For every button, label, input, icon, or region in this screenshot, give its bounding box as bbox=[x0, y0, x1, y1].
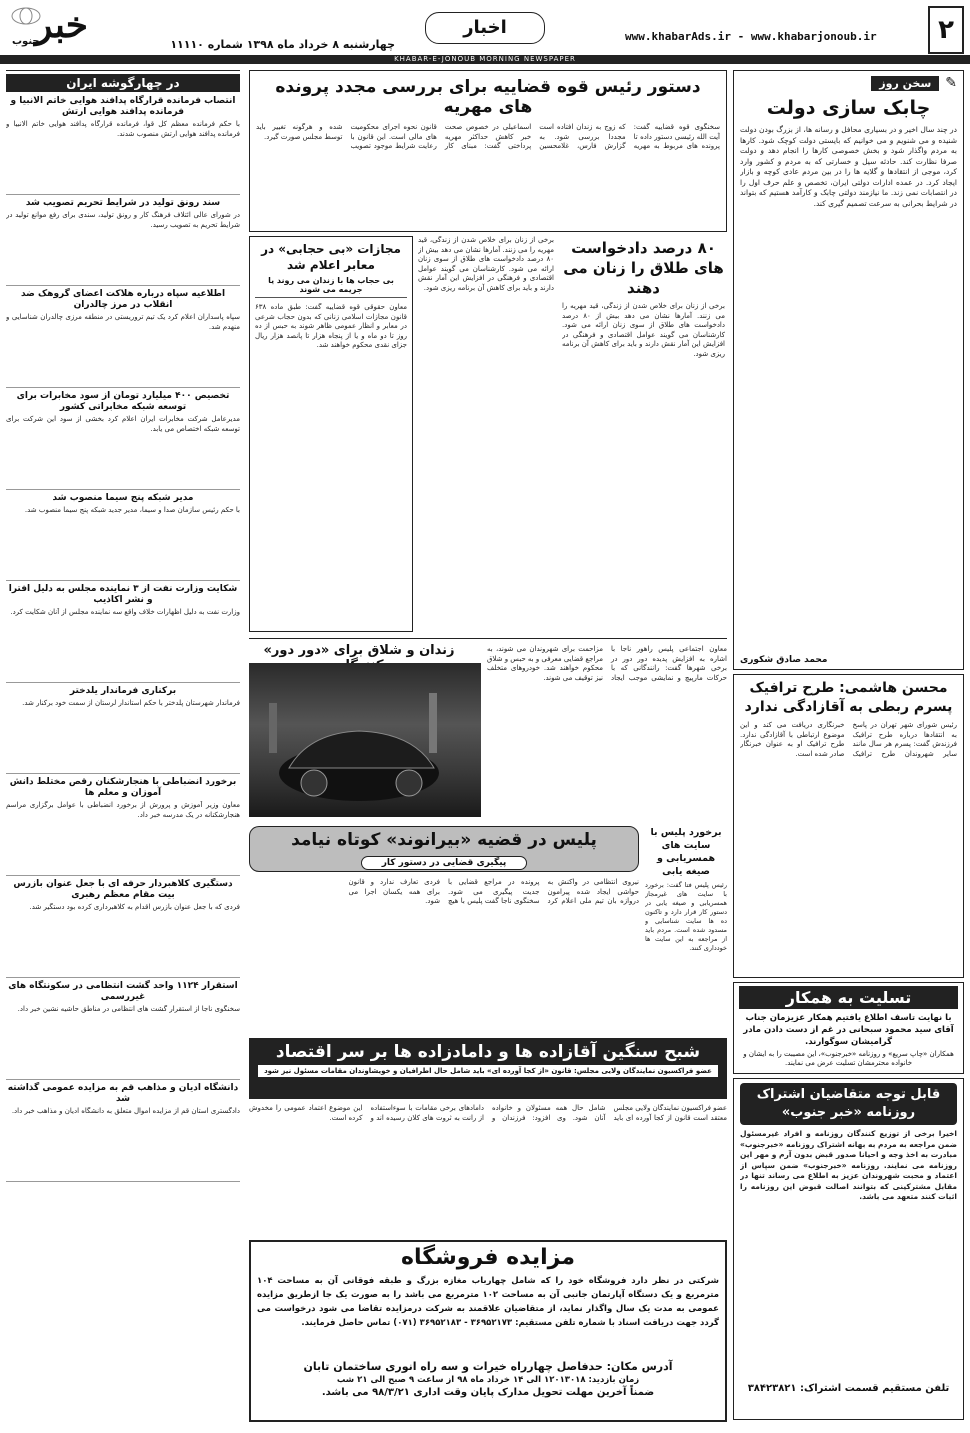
divorce-continued bbox=[418, 236, 554, 632]
divorce-article bbox=[560, 236, 727, 632]
brief-divider bbox=[6, 194, 240, 195]
editorial-body: در چند سال اخیر و در بسیاری محافل و رسانه ها، از بزرگ بودن دولت شنیده و می شنویم و می خوانیم که بایستی دولت کوچک شود. کارها به مردم واگذار شود و بخش خصوصی کارها را انجام دهد و دولت صرفا نظارت کند. حادثه سیل و خسارتی که به مردم و کشور وارد کرد، موجی از انتقادها و گلایه ها را در بین مردم عادی کوچه و بازار ایجاد کرد. در عمده ادارات دولتی ایران، تخصص و علم حرف اول را در انتصابات نمی زند. ما نیازمند دولتی چابک و کارآمد هستیم که بتواند در شرایط بحرانی به سرعت تصمیم گیری کند. bbox=[740, 125, 957, 208]
police-sites-title: برخورد پلیس با سایت های همسریابی و صیغه یابی bbox=[650, 827, 722, 877]
aghazadeh-subtitle: عضو فراکسیون نمایندگان ولایی مجلس: قانون «از کجا آورده ای» باید شامل حال اطرافیان و خویشاوندان مقامات مسئول نیز شود bbox=[258, 1065, 718, 1077]
brief-item bbox=[6, 391, 240, 490]
brief-title: دستگیری کلاهبردار حرفه ای با جعل عنوان بازرس بیت مقام معظم رهبری bbox=[13, 879, 233, 900]
editorial-author: محمد صادق شکوری bbox=[740, 655, 828, 665]
subscription-body: اخیرا برخی از توزیع کنندگان روزنامه و افراد غیرمسئول ضمن مراجعه به مردم به بهانه اشتراک روزنامه «خبرجنوب» مبادرت به اخذ وجه و احیانا صدور قبض بدون آرم و مهر این روزنامه می نمایند. روزنامه «خبرجنوب» ضمن سپاس از اعتماد و محبت شهروندان عزیز به اطلاع می رساند تنها در مقابل مشترکینی که بتوانند اصالت قبوض این روزنامه را اثبات کنند متعهد می باشد. bbox=[740, 1129, 957, 1201]
iranvand-title: پلیس در قضیه «بیرانوند» کوتاه نیامد bbox=[291, 830, 597, 850]
auction-hours: زمان بازدید: ۱۲۰۱۳۰۱۸ الی ۱۴ خرداد ماه ۹۸ از ساعت ۹ صبح الی ۲۱ شب bbox=[336, 1375, 640, 1385]
brief-item bbox=[6, 584, 240, 683]
brief-item bbox=[6, 198, 240, 286]
aghazadeh-article bbox=[249, 1038, 727, 1235]
editorial-title: چابک سازی دولت bbox=[766, 97, 931, 119]
brief-title: اطلاعیه سپاه درباره هلاکت اعضای گروهک ضد انقلاب در مرز چالدران bbox=[20, 289, 226, 310]
lead-article bbox=[249, 70, 727, 232]
iranvand-title-box bbox=[249, 826, 639, 872]
page-number: ۲ bbox=[938, 15, 954, 45]
car-icon bbox=[249, 663, 481, 817]
brief-item bbox=[6, 981, 240, 1080]
editorial-box bbox=[733, 70, 964, 670]
lead-title: دستور رئیس قوه قضاییه برای بررسی مجدد پرونده های مهریه bbox=[275, 77, 701, 117]
brief-divider bbox=[6, 977, 240, 978]
editorial-kicker bbox=[740, 75, 957, 91]
auction-deadline: ضمناً آخرین مهلت تحویل مدارک پایان وقت اداری ۹۸/۳/۲۱ می باشد. bbox=[321, 1387, 655, 1398]
brief-body: سپاه پاسداران اعلام کرد یک تیم تروریستی در منطقه مرزی چالدران شناسایی و منهدم شد. bbox=[6, 313, 240, 331]
brief-title: برکناری فرماندار یلدختر bbox=[69, 686, 177, 696]
brief-divider bbox=[6, 1181, 240, 1182]
briefs-column bbox=[6, 70, 240, 1422]
hijab-subtitle: بی حجاب ها با زندان می روند یا جریمه می شوند bbox=[255, 276, 407, 298]
subscription-title: قابل توجه متقاضیان اشتراک روزنامه «خبر جنوب» bbox=[740, 1083, 957, 1125]
hashemi-body: رئیس شورای شهر تهران در پاسخ به انتقادها درباره طرح ترافیک فرزندش گفت: پسرم هر سال مانند سایر شهروندان طرح ترافیک خبرنگاری دریافت می کند و این موضوع ارتباطی با آقازادگی ندارد. طرح ترافیک او به عنوان خبرنگار صادر شده است. bbox=[740, 721, 957, 758]
brief-title: دانشگاه ادیان و مذاهب قم به مزایده عمومی گذاشته شد bbox=[7, 1083, 239, 1104]
page-header bbox=[0, 0, 970, 62]
auction-ad bbox=[249, 1240, 727, 1422]
brief-divider bbox=[6, 387, 240, 388]
divorce-body: برخی از زنان برای خلاص شدن از زندگی، قید مهریه را می زنند. آمارها نشان می دهد بیش از ۸۰ درصد دادخواست های طلاق از سوی زنان ارائه می شود. کارشناسان می گویند عوامل اقتصادی و فرهنگی در افزایش این آمار نقش دارند و باید برای کاهش آن برنامه ریزی شود. bbox=[562, 302, 725, 358]
aghazadeh-title: شبح سنگین آقازاده ها و دامادزاده ها بر سر اقتصاد bbox=[275, 1042, 701, 1062]
hijab-body: معاون حقوقی قوه قضاییه گفت: طبق ماده ۶۳۸ قانون مجازات اسلامی زنانی که بدون حجاب شرعی در معابر و انظار عمومی ظاهر شوند به حبس از ده روز تا دو ماه و یا از پنجاه هزار تا پانصد هزار ریال جزای نقدی محکوم خواهند شد. bbox=[255, 303, 407, 349]
brief-divider bbox=[6, 875, 240, 876]
brief-item bbox=[6, 777, 240, 876]
dordor-body: معاون اجتماعی پلیس راهور ناجا با اشاره به افزایش پدیده دور دور در برخی شهرها گفت: رانندگانی که با حرکات مارپیچ و نمایشی موجب ایجاد مزاحمت برای شهروندان می شوند، به مراجع قضایی معرفی و به حبس و شلاق محکوم خواهند شد. خودروهای متخلف نیز توقیف می شوند. bbox=[487, 645, 727, 682]
brief-divider bbox=[6, 285, 240, 286]
issue-date-line: چهارشنبه ۸ خرداد ماه ۱۳۹۸ شماره ۱۱۱۱۰ bbox=[170, 38, 395, 51]
brief-title: استقرار ۱۱۲۴ واحد گشت انتظامی در سکونتگاه های غیررسمی bbox=[8, 981, 238, 1002]
condolence-body: با نهایت تاسف اطلاع یافتیم همکار عزیزمان جناب آقای سید محمود سبحانی در غم از دست دادن مادر گرامیشان سوگوارند. bbox=[743, 1013, 954, 1047]
auction-address: آدرس مکان: حدفاصل چهارراه خیرات و سه راه انوری ساختمان تابان bbox=[303, 1360, 673, 1373]
brief-body: در شورای عالی ائتلاف فرهنگ کار و رونق تولید، سندی برای رفع موانع تولید در شرایط تحریم به تصویب رسید. bbox=[6, 211, 240, 229]
brief-body: با حکم رئیس سازمان صدا و سیما، مدیر جدید شبکه پنج سیما منصوب شد. bbox=[24, 506, 240, 514]
condolence-title: تسلیت به همکار bbox=[739, 986, 958, 1009]
hijab-article bbox=[249, 236, 413, 632]
brief-item bbox=[6, 493, 240, 581]
aghazadeh-body: عضو فراکسیون نمایندگان ولایی مجلس معتقد است قانون از کجا آورده ای باید شامل حال همه مسئولان و خانواده آنان شود. وی افزود: فرزندان و دامادهای برخی مقامات با سوءاستفاده از رانت به ثروت های کلان رسیده اند و این موضوع اعتماد عمومی را مخدوش کرده است. bbox=[249, 1104, 727, 1122]
brief-item bbox=[6, 879, 240, 978]
iranvand-subtitle: پیگیری قضایی در دستور کار bbox=[361, 856, 528, 870]
divorce-title: ۸۰ درصد دادخواست های طلاق را زنان می دهند bbox=[563, 239, 724, 297]
brief-item bbox=[6, 1083, 240, 1182]
brief-item bbox=[6, 289, 240, 388]
dordor-title: زندان و شلاق برای «دور دور» bbox=[263, 643, 455, 658]
dordor-article bbox=[249, 638, 727, 820]
brief-divider bbox=[6, 1079, 240, 1080]
brief-title: سند رونق تولید در شرایط تحریم تصویب شد bbox=[25, 198, 221, 208]
brief-divider bbox=[6, 773, 240, 774]
brief-body: فردی که با جعل عنوان بازرس اقدام به کلاهبرداری کرده بود دستگیر شد. bbox=[29, 903, 240, 911]
brief-body: فرماندار شهرستان پلدختر با حکم استاندار لرستان از سمت خود برکنار شد. bbox=[22, 699, 240, 707]
brief-divider bbox=[6, 489, 240, 490]
subscription-notice bbox=[733, 1078, 964, 1420]
brief-divider bbox=[6, 682, 240, 683]
brief-title: انتصاب فرمانده قرارگاه پدافند هوایی خاتم الانبیا و فرمانده پدافند هوایی ارتش bbox=[10, 96, 236, 117]
newspaper-logo bbox=[8, 4, 92, 54]
aghazadeh-title-box bbox=[249, 1038, 727, 1099]
iranvand-article bbox=[249, 826, 639, 1034]
lead-body: سخنگوی قوه قضاییه گفت: آیت الله رئیسی دستور داده تا پرونده های مربوط به مهریه که زوج به زندان افتاده است مجددا بررسی شود. به گزارش فارس، غلامحسین اسماعیلی در خصوص صحت خبر کاهش حداکثر مهریه پرداختی گفت: مبنای کار قانون نحوه اجرای محکومیت های مالی است. این قانون با رعایت شرایط موجود تصویب شده و هرگونه تغییر باید توسط مجلس صورت گیرد. bbox=[256, 123, 720, 150]
hashemi-title: محسن هاشمی: طرح ترافیک پسرم ربطی به آقازادگی ندارد bbox=[744, 680, 953, 715]
editorial-kicker-label: سخن روز bbox=[871, 76, 939, 91]
tagline-text: KHABAR-E-JONOUB MORNING NEWSPAPER bbox=[394, 55, 576, 63]
brief-body: دادگستری استان قم از مزایده اموال متعلق به دانشگاه ادیان و مذاهب خبر داد. bbox=[11, 1107, 240, 1115]
brief-body: وزارت نفت به دلیل اظهارات خلاف واقع سه نماینده مجلس از آنان شکایت کرد. bbox=[10, 608, 240, 616]
brief-divider bbox=[6, 580, 240, 581]
brief-body: سخنگوی ناجا از استقرار گشت های انتظامی در مناطق حاشیه نشین خبر داد. bbox=[17, 1005, 240, 1013]
iranvand-body: نیروی انتظامی در واکنش به حواشی ایجاد شده پیرامون دروازه بان تیم ملی اعلام کرد پرونده در مراجع قضایی با جدیت پیگیری می شود. سخنگوی ناجا گفت پلیس با هیچ فردی تعارف ندارد و قانون برای همه یکسان اجرا می شود. bbox=[348, 878, 639, 905]
pen-icon: ✎ bbox=[945, 75, 957, 91]
brief-title: برخورد انضباطی با هنجارشکنان رقص مختلط دانش آموزان و معلم ها bbox=[9, 777, 237, 798]
hijab-title: مجازات «بی حجابی» در معابر اعلام شد bbox=[261, 242, 401, 272]
auction-body: شرکتی در نظر دارد فروشگاه خود را که شامل چهارباب مغازه بزرگ و طبقه فوقانی آن به مساحت ۱۰۴ مترمربع و یک دستگاه آپارتمان جانبی آن به مساحت ۱۰۲ مترمربع می باشد را به صورت یک جا ازطریق مزایده عمومی به مدت یک سال واگذار نماید، از متقاضیان علاقمند به شرکت درمزایده تقاضا می شود درخواست می گردد جهت دریافت اسناد با شماره تلفن مستقیم: ۳۶۹۵۲۱۷۳ - ۳۶۹۵۲۱۸۳ (۰۷۱) تماس حاصل فرمایند. bbox=[257, 1276, 719, 1328]
police-sites-article bbox=[645, 826, 727, 1034]
condolence-box bbox=[733, 982, 964, 1074]
logo-subtext: جنوب bbox=[12, 36, 40, 47]
condolence-footer: همکاران «چاپ سریع» و روزنامه «خبرجنوب»، این مصیبت را به ایشان و خانواده محترمشان تسلیت عرض می نمایند. bbox=[743, 1050, 954, 1067]
page-number-box bbox=[928, 6, 964, 54]
site-urls: www.khabarAds.ir - www.khabarjonoub.ir bbox=[625, 30, 877, 43]
brief-item bbox=[6, 96, 240, 195]
police-sites-body: رئیس پلیس فتا گفت: برخورد با سایت های غیرمجاز همسریابی و صیغه یابی در دستور کار قرار دارد و تاکنون ده ها سایت شناسایی و مسدود شده است. مردم باید از مراجعه به این سایت ها خودداری کنند. bbox=[645, 881, 727, 952]
brief-body: مدیرعامل شرکت مخابرات ایران اعلام کرد بخشی از سود این شرکت برای توسعه شبکه اختصاص می یابد. bbox=[6, 415, 240, 433]
section-title: اخبار bbox=[425, 12, 545, 44]
brief-title: شکایت وزارت نفت از ۳ نماینده مجلس به دلیل افترا و نشر اکاذیب bbox=[8, 584, 238, 605]
tagline-bar bbox=[0, 55, 970, 64]
briefs-list bbox=[6, 96, 240, 1182]
auction-title: مزایده فروشگاه bbox=[401, 1245, 575, 1270]
logo-text: خبر bbox=[35, 4, 88, 46]
brief-item bbox=[6, 686, 240, 774]
sports-car-photo bbox=[249, 663, 481, 817]
subscription-phone: تلفن مستقیم قسمت اشتراک: ۳۸۴۲۳۸۲۱ bbox=[747, 1383, 950, 1394]
divorce-continued-text: برخی از زنان برای خلاص شدن از زندگی، قید مهریه را می زنند. آمارها نشان می دهد بیش از ۸۰ درصد دادخواست های طلاق از سوی زنان ارائه می شود. کارشناسان می گویند عوامل اقتصادی و فرهنگی در افزایش این آمار نقش دارند و باید برای کاهش آن برنامه ریزی شود. bbox=[418, 236, 554, 292]
hashemi-article bbox=[733, 674, 964, 978]
brief-body: با حکم فرمانده معظم کل قوا، فرمانده قرارگاه پدافند هوایی خاتم الانبیا و فرمانده پدافند هوایی ارتش منصوب شدند. bbox=[6, 120, 240, 138]
brief-title: مدیر شبکه پنج سیما منصوب شد bbox=[52, 493, 194, 503]
brief-body: معاون وزیر آموزش و پرورش از برخورد انضباطی با عوامل برگزاری مراسم هنجارشکنانه در یک مدرسه خبر داد. bbox=[6, 801, 240, 819]
brief-title: تخصیص ۴۰۰ میلیارد تومان از سود مخابرات برای توسعه شبکه مخابراتی کشور bbox=[16, 391, 230, 412]
briefs-header: در چهارگوشه ایران bbox=[6, 74, 240, 92]
